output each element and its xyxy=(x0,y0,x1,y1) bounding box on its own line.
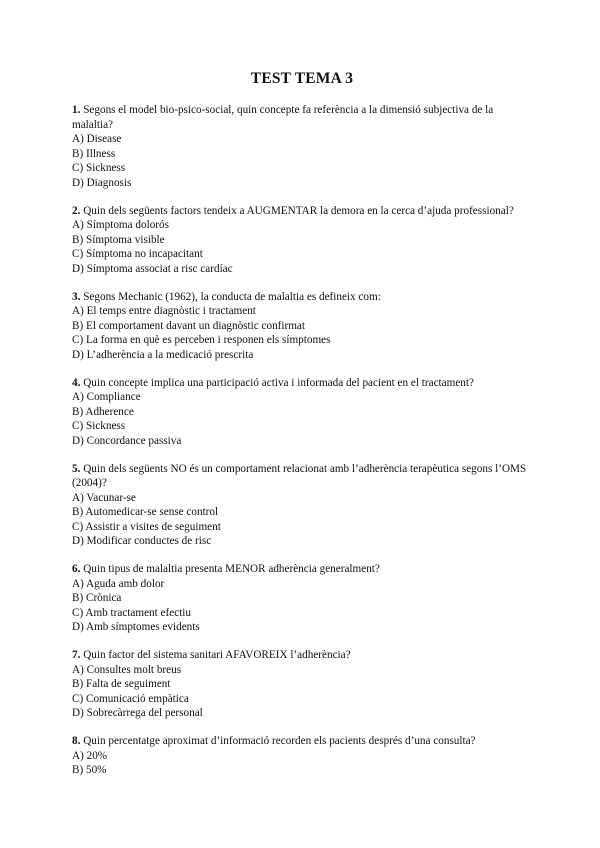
question-text xyxy=(72,376,532,391)
option-b: B) Illness xyxy=(72,147,116,160)
question-body: Quin dels següents NO és un comportament relacionat amb l’adherència terapèutica segons l’OMS (2004)? xyxy=(72,462,527,489)
question-number: 5. xyxy=(72,462,81,475)
page-title: TEST TEMA 3 xyxy=(250,70,354,87)
option-b: B) Falta de seguiment xyxy=(72,678,171,690)
question-number: 1. xyxy=(72,104,81,116)
question-body: Quin tipus de malaltia presenta MENOR adherència generalment? xyxy=(83,563,380,575)
question-5 xyxy=(72,462,532,549)
option-c: C) Comunicació empàtica xyxy=(72,692,189,705)
question-number: 2. xyxy=(72,204,81,217)
question-text xyxy=(72,103,532,132)
question-body: Segons Mechanic (1962), la conducta de malaltia es defineix com: xyxy=(83,290,381,303)
option-b: B) Crònica xyxy=(72,592,122,604)
option-a: A) Compliance xyxy=(72,391,141,403)
option-a: A) Vacunar-se xyxy=(72,491,136,504)
option-d: D) L’adherència a la medicació prescrita xyxy=(72,348,254,361)
option-b: B) Símptoma visible xyxy=(72,233,165,246)
option-a: A) El temps entre diagnòstic i tractament xyxy=(72,305,256,317)
question-number: 3. xyxy=(72,290,81,303)
option-a: A) Disease xyxy=(72,133,122,145)
option-c: C) La forma en què es perceben i responen els símptomes xyxy=(72,334,331,346)
option-c: C) Assistir a visites de seguiment xyxy=(72,520,221,533)
question-4 xyxy=(72,376,532,449)
question-2 xyxy=(72,204,532,277)
question-body: Segons el model bio-psico-social, quin concepte fa referència a la dimensió subjectiva de la malaltia? xyxy=(72,104,494,131)
option-d: D) Diagnosis xyxy=(72,176,132,189)
question-3 xyxy=(72,290,532,363)
option-a: A) Consultes molt breus xyxy=(72,663,182,676)
question-7 xyxy=(72,648,532,721)
question-body: Quin concepte implica una participació activa i informada del pacient en el tractament? xyxy=(83,376,474,389)
question-8 xyxy=(72,734,532,778)
question-body: Quin factor del sistema sanitari AFAVOREIX l’adherència? xyxy=(83,649,351,661)
option-d: D) Amb símptomes evidents xyxy=(72,621,200,633)
question-number: 8. xyxy=(72,735,81,747)
question-body: Quin percentatge aproximat d’informació recorden els pacients després d’una consulta? xyxy=(83,735,476,747)
option-b: B) Automedicar-se sense control xyxy=(72,506,219,518)
question-number: 7. xyxy=(72,649,81,661)
question-list xyxy=(72,103,532,791)
question-6 xyxy=(72,562,532,635)
option-b: B) El comportament davant un diagnòstic confirmat xyxy=(72,319,306,332)
option-c: C) Símptoma no incapacitant xyxy=(72,248,203,260)
option-c: C) Sickness xyxy=(72,420,126,432)
question-text xyxy=(72,204,532,219)
option-d: D) Modificar conductes de risc xyxy=(72,535,212,547)
question-text xyxy=(72,562,532,577)
question-text xyxy=(72,462,532,491)
question-number: 4. xyxy=(72,376,81,389)
option-d: D) Concordance passiva xyxy=(72,434,182,447)
question-text xyxy=(72,290,532,305)
option-a: A) Símptoma dolorós xyxy=(72,219,169,231)
option-a: A) Aguda amb dolor xyxy=(72,577,165,590)
question-text xyxy=(72,648,532,663)
question-number: 6. xyxy=(72,563,81,575)
option-a: A) 20% xyxy=(72,749,108,762)
option-d: D) Sobrecàrrega del personal xyxy=(72,707,203,719)
question-1 xyxy=(72,103,532,190)
option-d: D) Símptoma associat a risc cardíac xyxy=(72,262,233,275)
question-body: Quin dels següents factors tendeix a AUGMENTAR la demora en la cerca d’ajuda professional? xyxy=(83,204,514,217)
option-c: C) Amb tractament efectiu xyxy=(72,606,191,619)
question-text xyxy=(72,734,532,749)
option-c: C) Sickness xyxy=(72,162,126,174)
option-b: B) 50% xyxy=(72,764,107,776)
option-b: B) Adherence xyxy=(72,405,134,418)
